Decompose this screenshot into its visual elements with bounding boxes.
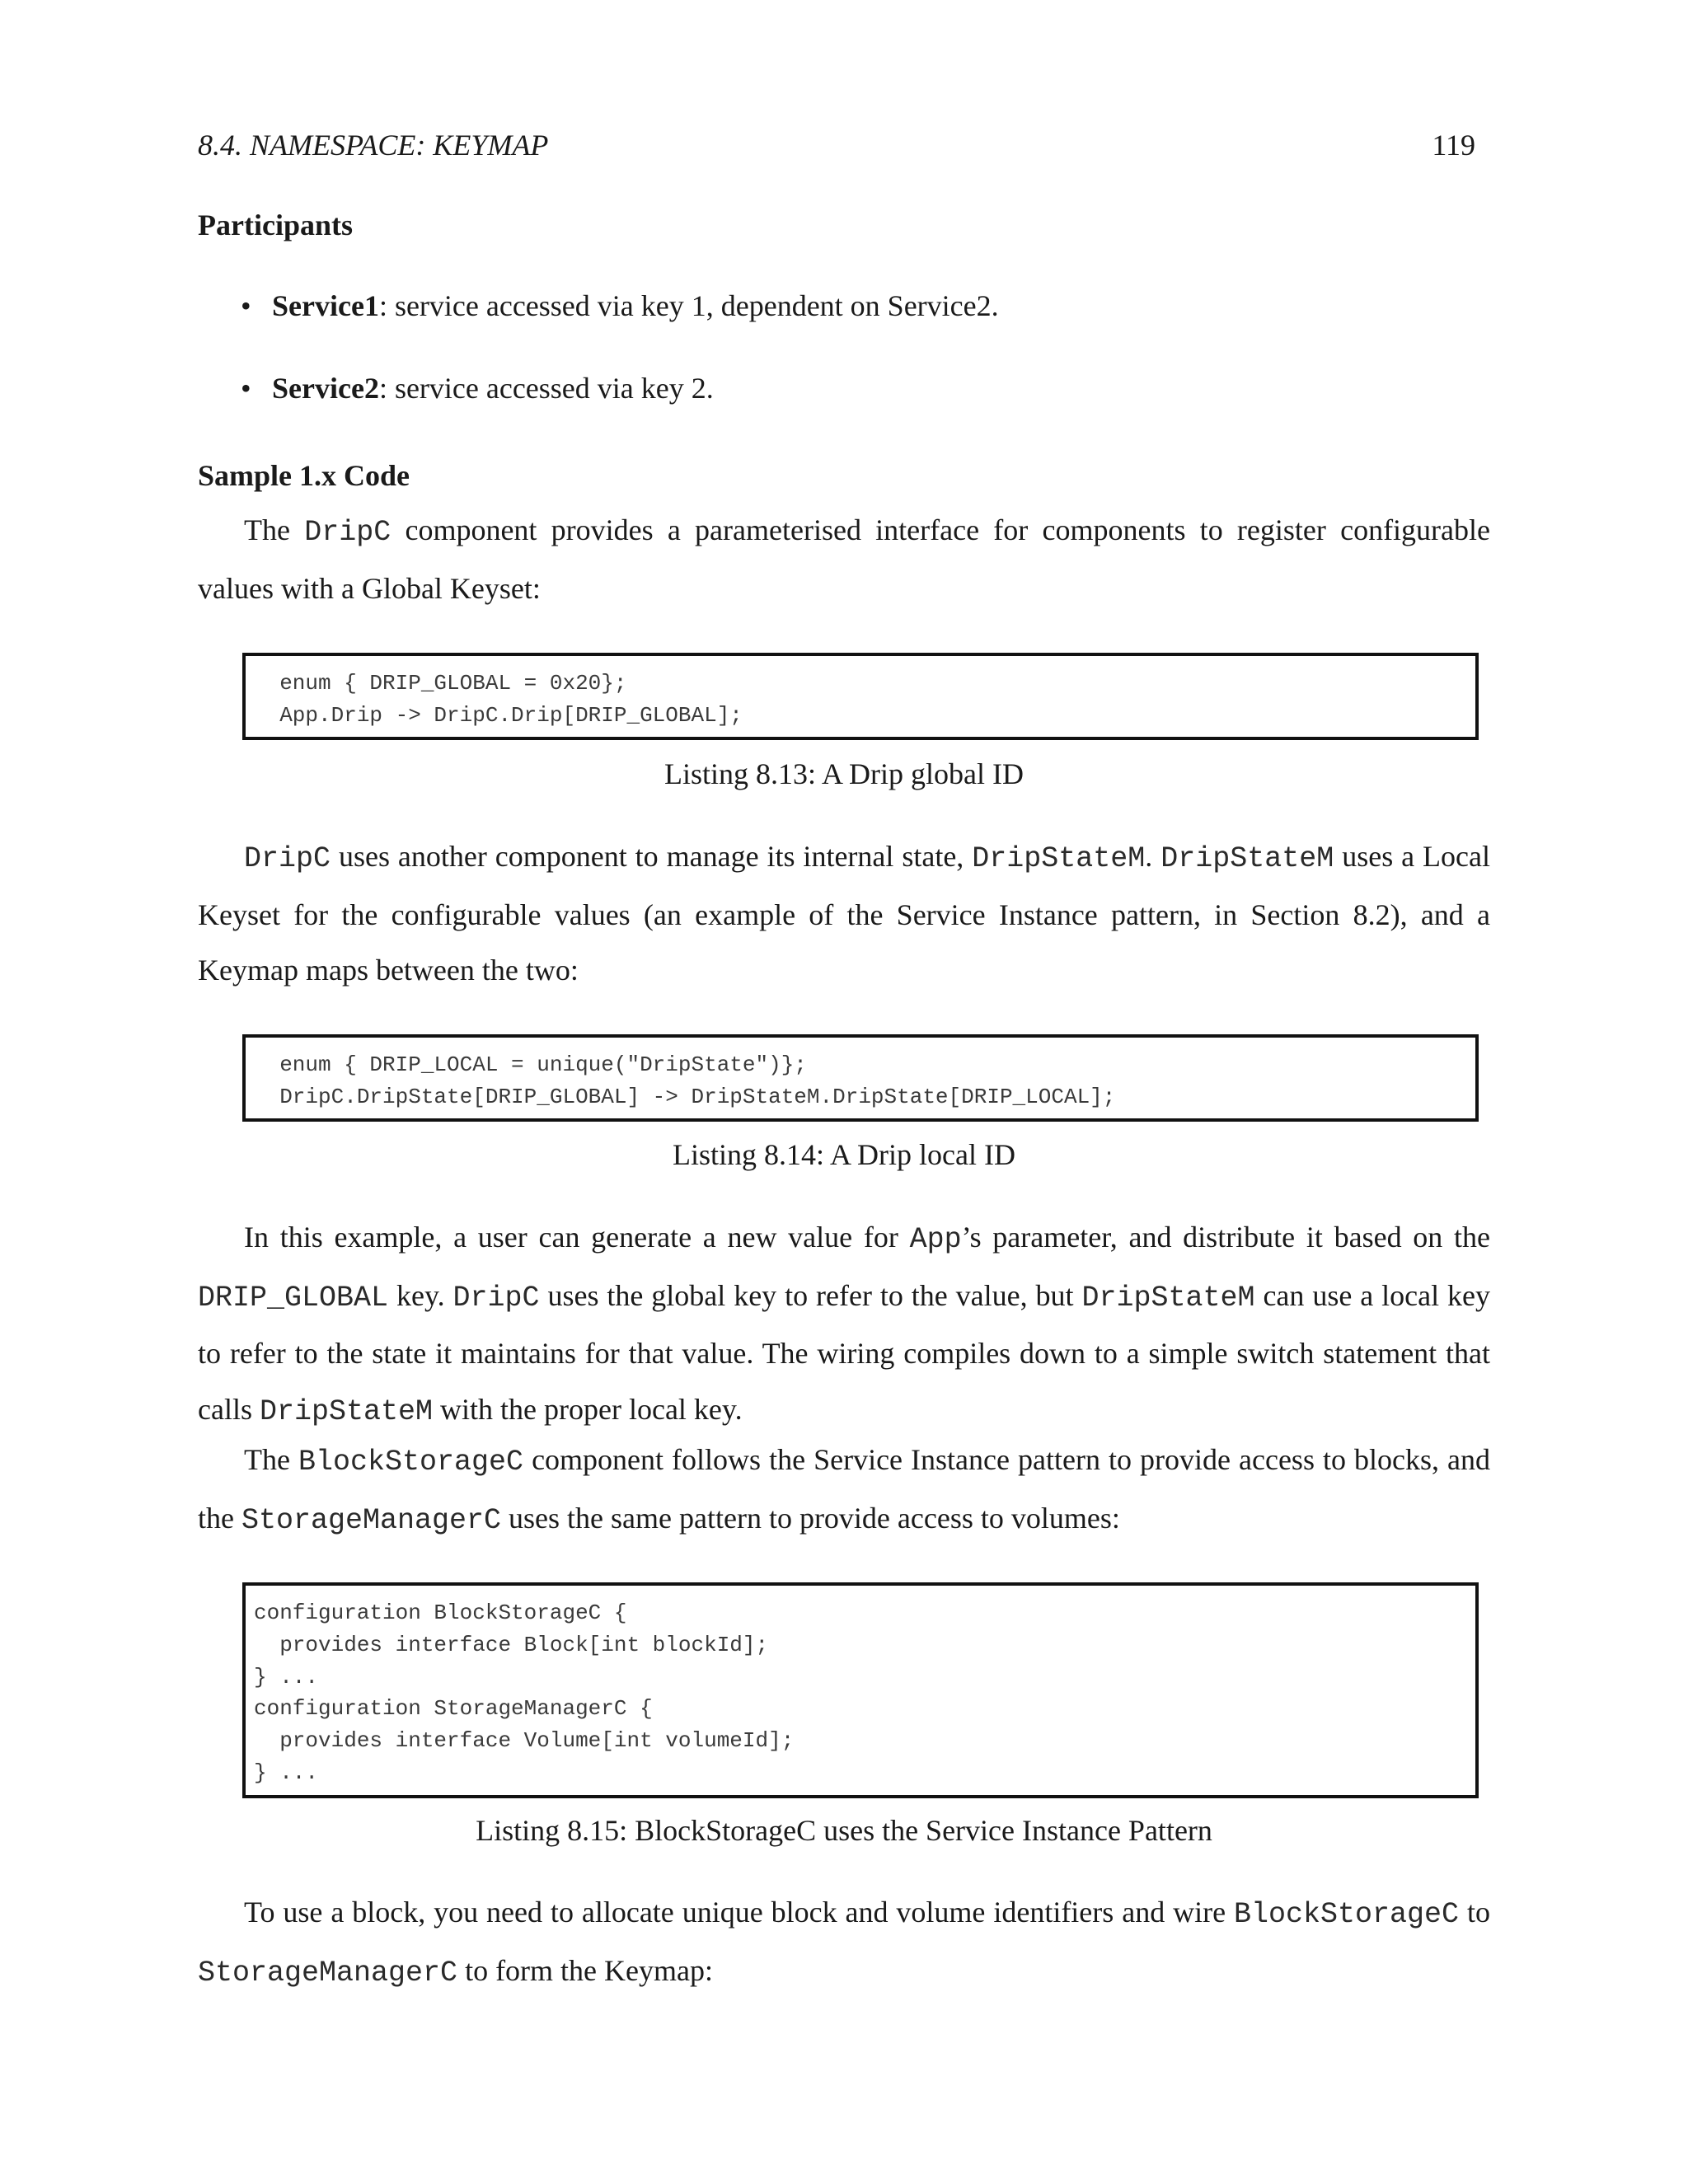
participant-item — [241, 288, 999, 323]
listing-caption-8-13: Listing 8.13: A Drip global ID — [664, 757, 1024, 790]
code-line: } ... — [254, 1760, 319, 1785]
paragraph-example: In this example, a user can generate a new value for App’s parameter, and distribute it based on the DRIP_GLOBAL key. DripC uses the global key to refer to the value, but DripStateM can use a local key to refer to the state it maintains for that value. The wiring compiles down to a simple switch statement that calls DripStateM with the proper local key. — [198, 1221, 1490, 1428]
bullet-icon: • — [241, 289, 251, 322]
running-header-section: 8.4. NAMESPACE: KEYMAP — [198, 129, 549, 162]
paragraph-use-block: To use a block, you need to allocate unique block and volume identifiers and wire BlockStorageC to StorageManagerC to form the Keymap: — [198, 1896, 1490, 1990]
participant-desc: : service accessed via key 2. — [378, 372, 714, 405]
code-listing-8-14 — [242, 1034, 1479, 1122]
code-line: provides interface Volume[int volumeId]; — [254, 1728, 795, 1754]
code-dripc: DripC — [244, 842, 331, 875]
code-line: DripC.DripState[DRIP_GLOBAL] -> DripStateM.DripState[DRIP_LOCAL]; — [254, 1084, 1116, 1109]
listing-caption-8-14: Listing 8.14: A Drip local ID — [673, 1138, 1015, 1171]
code-dripc: DripC — [304, 516, 392, 549]
paragraph-dripstatem: DripC uses another component to manage its internal state, DripStateM. DripStateM uses a Local Keyset for the configurable values (an example of the Service Instance pattern, in Section 8.2), and a Keymap maps between the two: — [198, 840, 1490, 987]
code-dripc: DripC — [452, 1281, 540, 1315]
participant-name: Service1 — [272, 289, 379, 322]
code-line: configuration BlockStorageC { — [254, 1601, 627, 1625]
participant-name: Service2 — [272, 372, 379, 405]
code-line: enum { DRIP_GLOBAL = 0x20}; — [254, 671, 627, 696]
code-line: provides interface Block[int blockId]; — [254, 1632, 769, 1657]
participants-heading: Participants — [198, 209, 353, 241]
page-number: 119 — [1432, 129, 1475, 162]
code-app: App — [909, 1223, 962, 1256]
bullet-icon: • — [241, 372, 251, 405]
code-dripstatem: DripStateM — [1081, 1281, 1255, 1315]
code-listing-8-15 — [242, 1582, 1479, 1798]
code-line: App.Drip -> DripC.Drip[DRIP_GLOBAL]; — [254, 702, 743, 728]
code-line: enum { DRIP_LOCAL = unique("DripState")}; — [254, 1052, 807, 1077]
code-line: } ... — [254, 1664, 319, 1690]
code-dripstatem: DripStateM — [259, 1394, 434, 1428]
participant-item — [241, 371, 714, 405]
sample-code-heading: Sample 1.x Code — [198, 459, 410, 492]
paragraph-blockstorage: The BlockStorageC component follows the Service Instance pattern to provide access to blocks, and the StorageManagerC uses the same pattern to provide access to volumes: — [198, 1443, 1490, 1537]
code-dripstatem: DripStateM — [972, 842, 1146, 875]
participant-desc: : service accessed via key 1, dependent on Service2. — [378, 289, 999, 322]
code-storagemanagerc: StorageManagerC — [241, 1503, 502, 1537]
code-drip-global: DRIP_GLOBAL — [198, 1281, 389, 1315]
paragraph-dripc-intro: The DripC component provides a parameterised interface for components to register configurable values with a Global Keyset: — [198, 513, 1491, 605]
code-listing-8-13 — [242, 653, 1479, 740]
code-blockstoragec: BlockStorageC — [1234, 1898, 1460, 1931]
listing-caption-8-15: Listing 8.15: BlockStorageC uses the Service Instance Pattern — [476, 1814, 1212, 1847]
code-blockstoragec: BlockStorageC — [298, 1446, 524, 1479]
code-dripstatem: DripStateM — [1160, 842, 1334, 875]
code-storagemanagerc: StorageManagerC — [198, 1956, 458, 1990]
code-line: configuration StorageManagerC { — [254, 1696, 653, 1722]
